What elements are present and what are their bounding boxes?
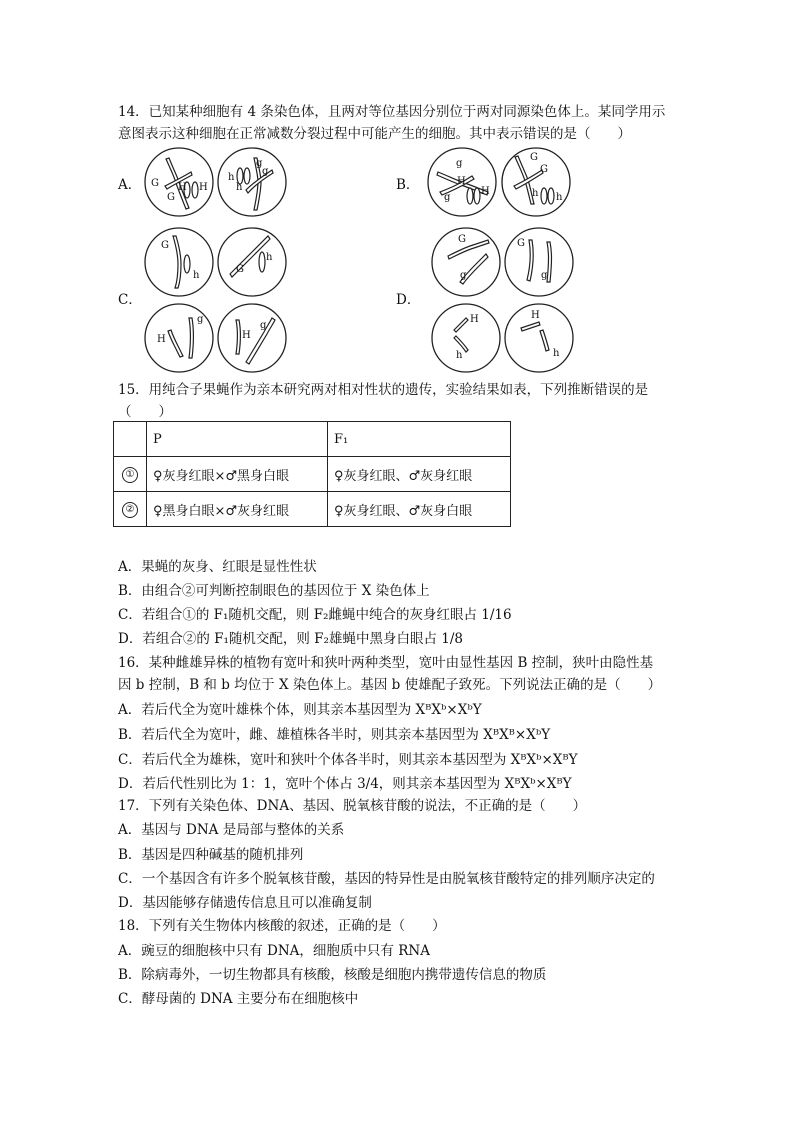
label-H: H xyxy=(470,314,479,325)
label-h: h xyxy=(236,182,243,193)
q16-option-a[interactable]: A．若后代全为宽叶雄株个体，则其亲本基因型为 XᴮXᵇ×XᵇY xyxy=(118,702,482,718)
cell-diagram-b1 xyxy=(426,146,498,218)
q14-stem-line1: 14．已知某种细胞有 4 条染色体，且两对等位基因分别位于两对同源染色体上。某同学用示 xyxy=(118,104,666,120)
row-number-badge: ① xyxy=(122,467,138,483)
table-row xyxy=(114,492,511,527)
table-header-cell xyxy=(114,422,147,457)
table-cell: ♀灰身红眼、♂灰身白眼 xyxy=(328,492,511,527)
label-G: G xyxy=(540,164,548,175)
q14-option-b-label[interactable]: B． xyxy=(396,177,420,193)
table-cell xyxy=(114,492,147,527)
label-H: H xyxy=(531,310,540,321)
label-G: G xyxy=(458,234,466,245)
q16-option-c[interactable]: C．若后代全为雄株，宽叶和狭叶个体各半时，则其亲本基因型为 XᴮXᵇ×XᴮY xyxy=(118,752,578,768)
q18-stem: 18．下列有关生物体内核酸的叙述，正确的是（ ） xyxy=(118,918,446,934)
q15-option-b[interactable]: B．由组合②可判断控制眼色的基因位于 X 染色体上 xyxy=(118,583,430,599)
label-g: g xyxy=(456,158,463,169)
label-h: h xyxy=(228,172,235,183)
q16-option-d[interactable]: D．若后代性别比为 1：1，宽叶个体占 3/4，则其亲本基因型为 XᴮXᵇ×XᴮY xyxy=(118,776,572,792)
cell-diagram-b2 xyxy=(500,146,572,218)
q18-option-c[interactable]: C．酵母菌的 DNA 主要分布在细胞核中 xyxy=(118,991,359,1007)
row-number-badge: ② xyxy=(122,502,138,518)
label-H: H xyxy=(157,334,166,345)
table-cell xyxy=(114,457,147,492)
label-G: G xyxy=(151,178,159,189)
table-header-cell: F₁ xyxy=(328,422,511,457)
q14-option-d-label[interactable]: D． xyxy=(396,292,421,308)
label-G: G xyxy=(236,264,244,275)
q18-option-b[interactable]: B．除病毒外，一切生物都具有核酸，核酸是细胞内携带遗传信息的物质 xyxy=(118,967,547,983)
q17-option-c[interactable]: C．一个基因含有许多个脱氧核苷酸，基因的特异性是由脱氧核苷酸特定的排列顺序决定的 xyxy=(118,871,655,887)
cell-diagram-a1 xyxy=(143,146,215,218)
q15-stem-line1: 15．用纯合子果蝇作为亲本研究两对相对性状的遗传，实验结果如表，下列推断错误的是 xyxy=(118,382,649,398)
label-g: g xyxy=(260,320,267,331)
label-H: H xyxy=(199,182,208,193)
label-g: g xyxy=(460,270,467,281)
label-h: h xyxy=(266,252,273,263)
q18-option-a[interactable]: A．豌豆的细胞核中只有 DNA，细胞质中只有 RNA xyxy=(118,943,430,959)
q16-stem-line1: 16．某种雌雄异株的植物有宽叶和狭叶两种类型，宽叶由显性基因 B 控制，狭叶由隐性基 xyxy=(118,655,654,671)
q17-option-d[interactable]: D．基因能够存储遗传信息且可以准确复制 xyxy=(118,895,372,911)
q16-option-b[interactable]: B．若后代全为宽叶，雌、雄植株各半时，则其亲本基因型为 XᴮXᴮ×XᵇY xyxy=(118,727,551,743)
cell-diagram-a2 xyxy=(216,146,288,218)
q15-option-a[interactable]: A．果蝇的灰身、红眼是显性性状 xyxy=(118,559,317,575)
label-H: H xyxy=(457,176,466,187)
table-cell: ♀灰身红眼×♂黑身白眼 xyxy=(147,457,328,492)
q14-option-a-label[interactable]: A． xyxy=(118,177,142,193)
table-cell: ♀灰身红眼、♂灰身红眼 xyxy=(328,457,511,492)
genotype-table xyxy=(113,421,511,527)
label-g: g xyxy=(256,158,263,169)
q14-option-c-label[interactable]: C． xyxy=(118,292,142,308)
label-g: g xyxy=(541,270,548,281)
label-h: h xyxy=(532,188,539,199)
label-h: h xyxy=(556,192,563,203)
q15-option-c[interactable]: C．若组合①的 F₁随机交配，则 F₂雌蝇中纯合的灰身红眼占 1/16 xyxy=(118,607,512,623)
cell-diagram-d3 xyxy=(430,302,502,374)
cell-diagram-d1 xyxy=(430,226,502,298)
label-G: G xyxy=(161,240,169,251)
label-g: g xyxy=(197,314,204,325)
cell-diagram-c4 xyxy=(216,302,288,374)
table-row xyxy=(114,457,511,492)
label-h: h xyxy=(193,270,200,281)
q15-stem-line2: （ ） xyxy=(118,404,172,420)
table-cell: ♀黑身白眼×♂灰身红眼 xyxy=(147,492,328,527)
label-H: H xyxy=(178,182,187,193)
label-h: h xyxy=(553,348,560,359)
table-header-row xyxy=(114,422,511,457)
cell-diagram-d2 xyxy=(503,226,575,298)
label-g: g xyxy=(444,192,451,203)
label-G: G xyxy=(517,238,525,249)
cell-diagram-c2 xyxy=(216,226,288,298)
label-G: G xyxy=(530,152,538,163)
label-h: h xyxy=(456,350,463,361)
label-H: H xyxy=(481,186,490,197)
q17-option-b[interactable]: B．基因是四种碱基的随机排列 xyxy=(118,847,304,863)
q14-stem-line2: 意图表示这种细胞在正常减数分裂过程中可能产生的细胞。其中表示错误的是（ ） xyxy=(118,126,631,142)
label-g: g xyxy=(262,166,269,177)
q15-option-d[interactable]: D．若组合②的 F₁随机交配，则 F₂雄蝇中黑身白眼占 1/8 xyxy=(118,631,463,647)
q17-stem: 17．下列有关染色体、DNA、基因、脱氧核苷酸的说法，不正确的是（ ） xyxy=(118,798,587,814)
q17-option-a[interactable]: A．基因与 DNA 是局部与整体的关系 xyxy=(118,822,345,838)
cell-diagram-d4 xyxy=(503,302,575,374)
table-header-cell: P xyxy=(147,422,328,457)
cell-diagram-c3 xyxy=(143,302,215,374)
q16-stem-line2: 因 b 控制，B 和 b 均位于 X 染色体上。基因 b 使雄配子致死。下列说法正确的是（ ） xyxy=(118,677,662,693)
cell-diagram-c1 xyxy=(143,226,215,298)
label-G: G xyxy=(167,192,175,203)
label-H: H xyxy=(242,330,251,341)
